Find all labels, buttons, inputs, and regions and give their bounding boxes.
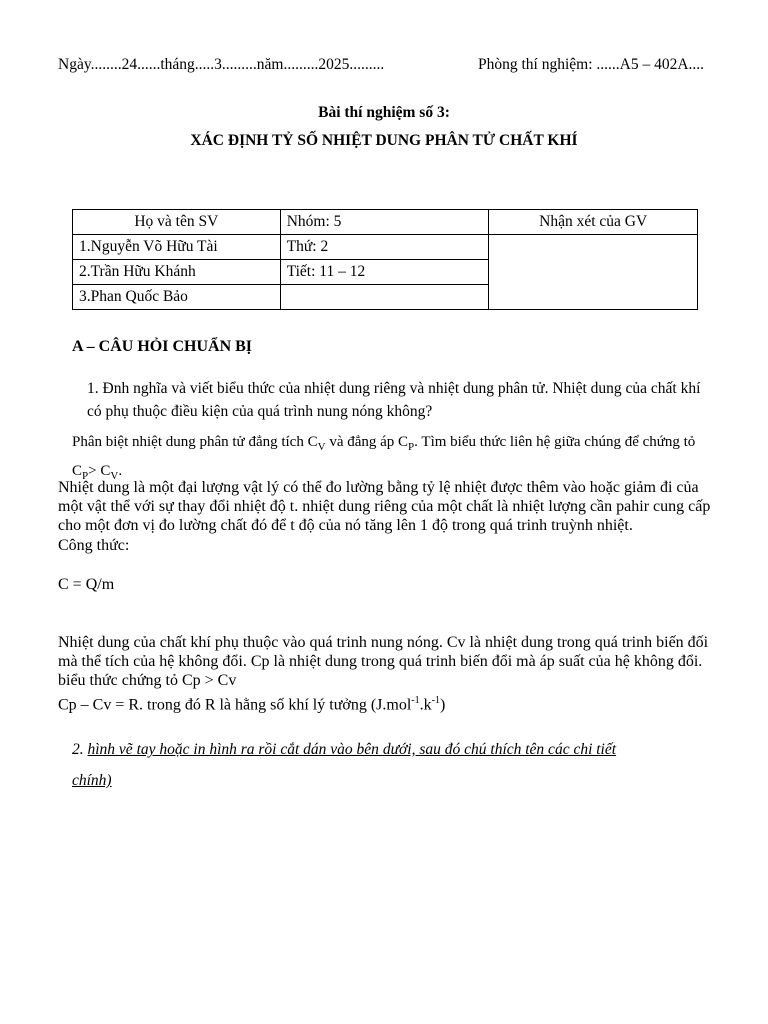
experiment-title: XÁC ĐỊNH TỶ SỐ NHIỆT DUNG PHÂN TỬ CHẤT KHÍ [190,132,578,149]
table-row [73,210,698,235]
formula: C = Q/m [58,576,115,593]
answer-paragraph-3: Cp – Cv = R. trong đó R là hằng số khí lý tưởng $(J.mol^{-1}.k^{-1})$ [58,695,446,714]
experiment-number: Bài thí nghiệm số 3: [318,104,450,121]
answer-paragraph-1: Nhiệt dung là một đại lượng vật lý có thể đo lường bằng tỷ lệ nhiệt được thêm vào hoặc giảm đi của một vật thể với sự thay đổi nhiệt độ t. nhiệt dung riêng của một chất là nhiệt lượng cần pahir cung cấp cho một đơn vị đo lường chất đó để t độ của nó tăng lên 1 độ trong quá trinh truỳnh nhiệt. [58,479,711,534]
question-1b-line-2: $C_P> C_V$. [72,463,123,482]
question-1 [87,377,707,423]
student-info-table [72,209,698,310]
date-line: Ngày........24......tháng.....3.........năm.........2025......... [58,56,385,73]
students-header: Họ và tên SV [73,210,281,235]
day-cell: Thứ: 2 [280,235,489,260]
comment-header: Nhận xét của GV [489,210,698,235]
question-2: 2. hình vẽ tay hoặc in hình ra rồi cắt dán vào bên dưới, sau đó chú thích tên các chi tiết chính) [72,741,617,789]
group-cell: Nhóm: 5 [280,210,489,235]
answer-paragraph-2: Nhiệt dung của chất khí phụ thuộc vào quá trinh nung nóng. Cv là nhiệt dung trong quá trinh biến đối mà thể tích của hệ không đổi. Cp là nhiệt dung trong quá trinh biến đổi mà áp suất của hệ không đổi. biểu thức chứng tỏ Cp > Cv [58,634,709,689]
lab-room: Phòng thí nghiệm: ......A5 – 402A.... [478,56,705,73]
student-2: 2.Trần Hữu Khánh [73,260,281,285]
question-1-line-1: 1. Đnh nghĩa và viết biểu thức của nhiệt dung riêng và nhiệt dung phân tử. Nhiệt dung của chất khí [87,380,701,397]
question-1-line-2: có phụ thuộc điều kiện của quá trình nung nóng không? [87,403,433,420]
student-3: 3.Phan Quốc Bảo [73,285,281,310]
formula-label: Công thức: [58,537,130,554]
period-cell: Tiết: 11 – 12 [280,260,489,285]
section-a-heading: A – CÂU HỎI CHUẨN BỊ [72,338,253,355]
question-1b-line-1: Phân biệt nhiệt dung phân tử đẳng tích $C_V$ và đẳng áp $C_P$. Tìm biểu thức liên hệ giữa chúng để chứng tỏ [72,434,696,453]
student-1: 1.Nguyễn Võ Hữu Tài [73,235,281,260]
comment-box [489,235,698,310]
table-row [73,235,698,260]
empty-cell [280,285,489,310]
